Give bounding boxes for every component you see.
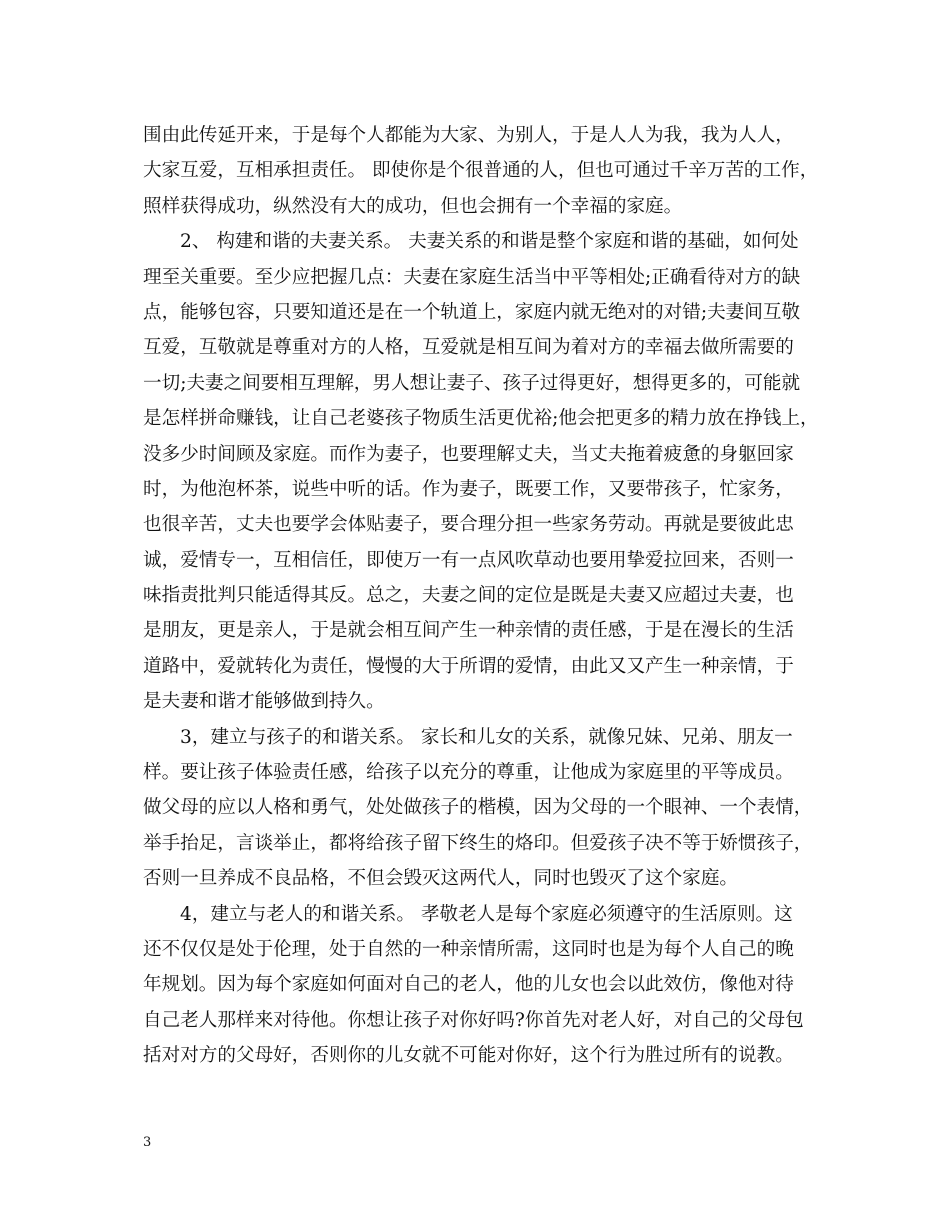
text-line: 大家互爱，互相承担责任。 即使你是个很普通的人，但也可通过千辛万苦的工作，	[143, 160, 819, 182]
text-line: 还不仅仅是处于伦理，处于自然的一种亲情所需，这同时也是为每个人自己的晚	[143, 938, 794, 960]
paragraph-first-line: 2、 构建和谐的夫妻关系。 夫妻关系的和谐是整个家庭和谐的基础，如何处	[180, 231, 799, 253]
text-line: 年规划。因为每个家庭如何面对自己的老人，他的儿女也会以此效仿，像他对待	[143, 974, 794, 996]
text-line: 互爱，互敬就是尊重对方的人格，互爱就是相互间为着对方的幸福去做所需要的	[143, 337, 794, 359]
text-line: 括对对方的父母好，否则你的儿女就不可能对你好，这个行为胜过所有的说教。	[143, 1045, 794, 1067]
body-text	[143, 118, 823, 1074]
text-line: 围由此传延开来，于是每个人都能为大家、为别人，于是人人为我，我为人人，	[143, 125, 794, 146]
text-line: 理至关重要。至少应把握几点：夫妻在家庭生活当中平等相处;正确看待对方的缺	[143, 266, 801, 288]
text-line: 是夫妻和谐才能够做到持久。	[143, 691, 385, 713]
text-line: 是怎样拼命赚钱，让自己老婆孩子物质生活更优裕;他会把更多的精力放在挣钱上，	[143, 408, 819, 430]
text-line: 自己老人那样来对待他。你想让孩子对你好吗?你首先对老人好，对自己的父母包	[143, 1009, 804, 1031]
text-line: 否则一旦养成不良品格，不但会毁灭这两代人，同时也毁灭了这个家庭。	[143, 868, 739, 890]
text-line: 举手抬足，言谈举止，都将给孩子留下终生的烙印。但爱孩子决不等于娇惯孩子，	[143, 832, 813, 854]
text-line: 样。要让孩子体验责任感，给孩子以充分的尊重，让他成为家庭里的平等成员。	[143, 762, 794, 784]
text-line: 时，为他泡杯茶，说些中听的话。作为妻子，既要工作，又要带孩子，忙家务，	[143, 478, 794, 500]
text-line: 做父母的应以人格和勇气，处处做孩子的楷模，因为父母的一个眼神、一个表情，	[143, 797, 813, 819]
text-line: 一切;夫妻之间要相互理解，男人想让妻子、孩子过得更好，想得更多的，可能就	[143, 372, 801, 394]
text-line: 诚，爱情专一，互相信任，即使万一有一点风吹草动也要用挚爱拉回来，否则一	[143, 549, 794, 571]
text-line: 点，能够包容，只要知道还是在一个轨道上，家庭内就无绝对的对错;夫妻间互敬	[143, 301, 801, 323]
page-number: 3	[143, 1135, 152, 1150]
paragraph-first-line: 3，建立与孩子的和谐关系。 家长和儿女的关系，就像兄妹、兄弟、朋友一	[180, 726, 793, 748]
text-line: 没多少时间顾及家庭。而作为妻子，也要理解丈夫，当丈夫拖着疲惫的身躯回家	[143, 443, 794, 465]
text-line: 照样获得成功，纵然没有大的成功，但也会拥有一个幸福的家庭。	[143, 195, 683, 217]
paragraph-first-line: 4，建立与老人的和谐关系。 孝敬老人是每个家庭必须遵守的生活原则。这	[180, 903, 793, 925]
text-line: 道路中，爱就转化为责任，慢慢的大于所谓的爱情，由此又又产生一种亲情，于	[143, 655, 794, 677]
text-line: 味指责批判只能适得其反。总之，夫妻之间的定位是既是夫妻又应超过夫妻，也	[143, 585, 794, 607]
text-line: 是朋友，更是亲人，于是就会相互间产生一种亲情的责任感，于是在漫长的生活	[143, 620, 794, 642]
text-line: 也很辛苦，丈夫也要学会体贴妻子，要合理分担一些家务劳动。再就是要彼此忠	[143, 514, 794, 536]
